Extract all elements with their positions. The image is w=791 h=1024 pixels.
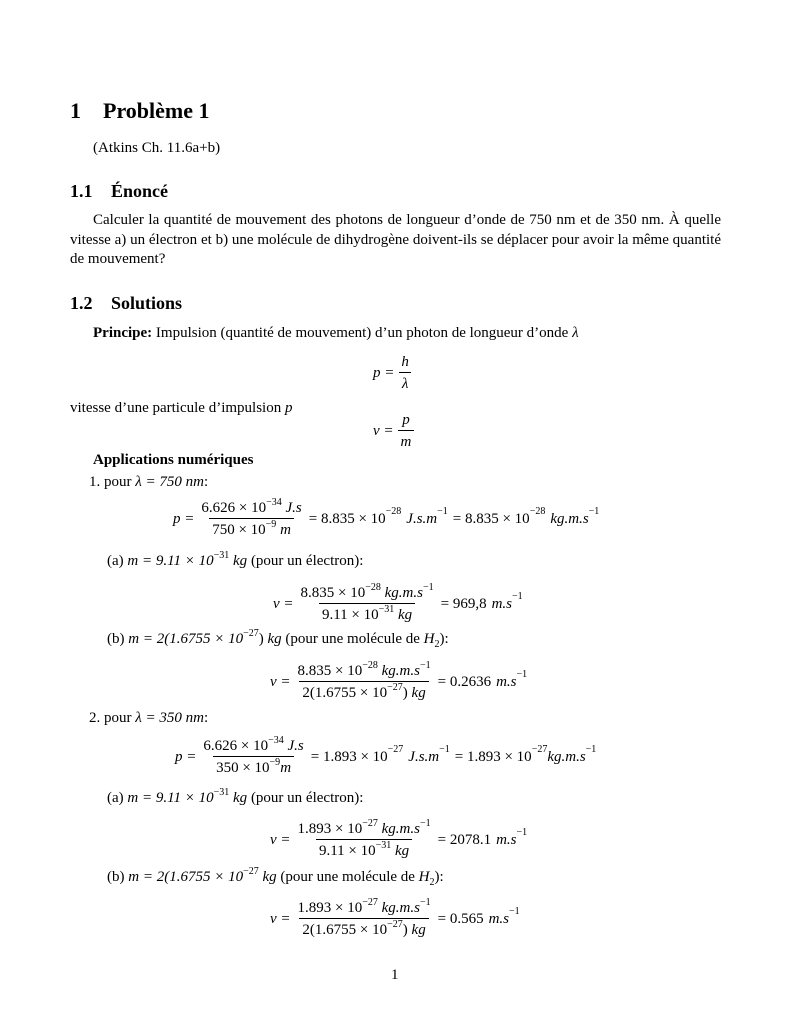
mass-note: (pour une molécule de (285, 631, 420, 647)
den-value: 9.11 × 10 (321, 607, 379, 623)
case-intro: pour (104, 474, 132, 490)
den-exponent: −9 (265, 519, 277, 530)
velocity-line (70, 398, 292, 418)
sublist-label: (b) (107, 869, 125, 885)
numerator: h (401, 354, 409, 370)
fraction (295, 662, 434, 702)
result-1-unit: J.s.m (408, 749, 440, 765)
molecule-subscript: 2 (434, 639, 440, 650)
eq-lhs: p = (173, 511, 195, 527)
result-1-value: = 1.893 × 10 (310, 749, 388, 765)
result-unit: m.s (496, 832, 517, 848)
den-close-paren: ) (402, 922, 408, 938)
equation-p-h-lambda (373, 353, 416, 393)
eq-lhs: v = (270, 832, 291, 848)
mass-note-end: ): (439, 631, 449, 647)
denominator (213, 756, 294, 777)
numerator (298, 584, 437, 603)
principle-line (93, 323, 579, 343)
num-value: 8.835 × 10 (300, 585, 366, 601)
den-exponent: −9 (269, 757, 281, 768)
page-number: 1 (391, 967, 399, 983)
denominator: λ (399, 372, 412, 393)
numerator (198, 499, 304, 518)
molecule-symbol: H (423, 631, 435, 647)
num-exponent: −28 (362, 660, 378, 671)
lambda-unit: nm (185, 710, 204, 726)
case-intro: pour (104, 710, 132, 726)
case-2b-heading (107, 867, 444, 887)
den-value: 9.11 × 10 (318, 843, 376, 859)
num-unit: kg.m.s (384, 585, 423, 601)
num-unit-exponent: −1 (419, 818, 431, 829)
mass-exponent: −27 (243, 866, 259, 877)
mass-exponent: −31 (213, 550, 230, 561)
denominator: m (398, 430, 415, 451)
num-value: 6.626 × 10 (203, 738, 269, 754)
num-unit: J.s (287, 738, 304, 754)
mass-exponent: −31 (213, 787, 230, 798)
num-unit: kg.m.s (381, 821, 420, 837)
mass-note: (pour une molécule de (280, 869, 415, 885)
molecule-subscript: 2 (429, 877, 435, 888)
result-1-value: = 8.835 × 10 (308, 511, 386, 527)
mass-note: (pour un électron): (250, 553, 364, 569)
equation-v-case2a: v = $\frac{1.893 \times 10^{-27} kg.m.s^{-1}}{9.11 \times 10^{-31} kg}$ = 2078.1 m.s $^{-1}$ (270, 818, 528, 859)
den-close-paren: ) (402, 685, 408, 701)
eq-lhs: v = (273, 596, 294, 612)
numerator (295, 899, 434, 918)
result-2-value: = 8.835 × 10 (452, 511, 530, 527)
den-value: 2(1.6755 × 10 (302, 685, 388, 701)
sublist-label: (a) (107, 553, 124, 569)
lambda-value: λ = 350 (135, 710, 182, 726)
result-unit: m.s (488, 911, 509, 927)
mass-close-paren: ) (258, 631, 264, 647)
den-exponent: −27 (387, 682, 403, 693)
mass-value: m = 9.11 × 10 (127, 553, 214, 569)
denominator (319, 603, 415, 624)
lambda-symbol: λ (572, 325, 579, 341)
den-exponent: −31 (378, 604, 395, 615)
subsection-number: 1.1 (70, 181, 93, 201)
equation-v-case2b: v = $\frac{1.893 \times 10^{-27} kg.m.s^{-1}}{2(1.6755 \times 10^{-27}) kg}$ = 0.565 m.s $^{-1}$ (270, 897, 520, 938)
reference-note: (Atkins Ch. 11.6a+b) (93, 140, 221, 156)
subsection-heading-enonce (70, 180, 168, 202)
num-unit: J.s (285, 500, 302, 516)
subsection-title: Énoncé (111, 181, 169, 201)
den-unit: kg (411, 685, 426, 701)
mass-unit: kg (233, 553, 248, 569)
num-unit: kg.m.s (381, 900, 420, 916)
equation-v-p-m (373, 411, 418, 451)
mass-note: (pour un électron): (250, 790, 364, 806)
denominator (299, 918, 428, 939)
molecule-symbol: H (418, 869, 430, 885)
fraction (198, 499, 304, 539)
fraction (295, 899, 434, 939)
fraction (298, 584, 437, 624)
mass-value: m = 2(1.6755 × 10 (128, 631, 244, 647)
mass-unit: kg (233, 790, 248, 806)
subsection-heading-solutions (70, 292, 182, 314)
den-unit: kg (411, 922, 426, 938)
section-number: 1 (70, 98, 81, 123)
equation-v-case1b: v = $\frac{8.835 \times 10^{-28} kg.m.s^{-1}}{2(1.6755 \times 10^{-27}) kg}$ = 0.2636 m.s $^{-1}$ (270, 660, 528, 701)
eq-lhs: v = (270, 674, 291, 690)
mass-value: m = 2(1.6755 × 10 (128, 869, 244, 885)
mass-unit: kg (262, 869, 277, 885)
result-value: = 969,8 (440, 596, 487, 612)
den-value: 750 × 10 (212, 522, 266, 538)
section-title: Problème 1 (103, 98, 210, 123)
subsection-title: Solutions (111, 293, 183, 313)
eq-lhs: p = (175, 749, 197, 765)
num-value: 8.835 × 10 (297, 663, 363, 679)
result-2-unit: kg.m.s (550, 511, 589, 527)
fraction (200, 737, 306, 777)
case-1b-heading (107, 629, 449, 649)
case-2-heading: 2. pour λ = 350 nm: (89, 710, 209, 726)
eq-lhs: v = (373, 423, 394, 439)
den-unit: m (280, 522, 291, 538)
result-unit: m.s (491, 596, 512, 612)
denominator (209, 518, 294, 539)
mass-note-end: ): (434, 869, 444, 885)
num-unit-exponent: −1 (422, 582, 434, 593)
equation-p-case2: p = $\frac{6.626 \times 10^{-34} J.s}{350 \times 10^{-9}m}$ = 1.893 × 10 $^{-27}$ J.s.m $^{-1}$ = 1.893 × 10 $^{-27}$ kg.m.s $^{-1}$ (175, 735, 597, 776)
eq-lhs: v = (270, 911, 291, 927)
num-exponent: −34 (268, 735, 284, 746)
fraction (398, 353, 412, 393)
num-value: 1.893 × 10 (297, 821, 363, 837)
equation-v-case1a: v = $\frac{8.835 \times 10^{-28} kg.m.s^{-1}}{9.11 \times 10^{-31} kg}$ = 969,8 m.s $^{-1}$ (273, 582, 523, 623)
case-1-heading: 1. pour λ = 750 nm: (89, 474, 209, 490)
num-value: 6.626 × 10 (201, 500, 267, 516)
den-unit: kg (398, 607, 413, 623)
lambda-unit: nm (185, 474, 204, 490)
num-value: 1.893 × 10 (297, 900, 363, 916)
mass-value: m = 9.11 × 10 (127, 790, 214, 806)
denominator (316, 839, 412, 860)
applications-title: Applications numériques (93, 452, 254, 468)
result-unit: m.s (496, 674, 517, 690)
numerator (295, 820, 434, 839)
equation-p-case1: p = $\frac{6.626 \times 10^{-34} J.s}{750 \times 10^{-9} m}$ = 8.835 × 10 $^{-28}$ J.s.m $^{-1}$ = 8.835 × 10 $^{-28}$ kg.m.s $^{-1}$ (173, 497, 600, 538)
principle-label: Principe: (93, 325, 153, 341)
mass-exponent: −27 (243, 628, 259, 639)
num-unit: kg.m.s (381, 663, 420, 679)
den-exponent: −27 (387, 919, 403, 930)
den-value: 350 × 10 (216, 760, 270, 776)
numerator (295, 662, 434, 681)
eq-lhs: p = (373, 365, 395, 381)
den-exponent: −31 (375, 840, 392, 851)
den-unit: m (280, 760, 292, 776)
result-value: = 0.565 (437, 911, 484, 927)
p-symbol: p (284, 400, 293, 416)
case-2a-heading (107, 788, 363, 808)
num-exponent: −28 (365, 582, 381, 593)
principle-text: Impulsion (quantité de mouvement) d’un photon de longueur d’onde (155, 325, 569, 341)
num-exponent: −27 (362, 818, 378, 829)
subsection-number: 1.2 (70, 293, 93, 313)
velocity-text: vitesse d’une particule d’impulsion (70, 400, 282, 416)
lambda-value: λ = 750 (135, 474, 182, 490)
problem-statement: Calculer la quantité de mouvement des photons de longueur d’onde de 750 nm et de 350 nm. À quelle vitesse a) un électron et b) une molécule de dihydrogène doivent-ils se déplacer pour avoir la même quantité de mouvement? (70, 212, 721, 267)
result-1-unit: J.s.m (406, 511, 438, 527)
section-heading (70, 98, 210, 124)
num-exponent: −27 (362, 897, 378, 908)
numerator (200, 737, 306, 756)
list-number: 2. (89, 710, 101, 726)
numerator: p (402, 412, 410, 428)
result-value: = 0.2636 (437, 674, 492, 690)
case-1a-heading (107, 551, 363, 571)
num-unit-exponent: −1 (419, 897, 431, 908)
result-2-value: = 1.893 × 10 (454, 749, 532, 765)
result-value: = 2078.1 (437, 832, 492, 848)
result-2-unit: kg.m.s (547, 749, 586, 765)
list-number: 1. (89, 474, 101, 490)
num-unit-exponent: −1 (419, 660, 431, 671)
num-exponent: −34 (266, 497, 282, 508)
den-unit: kg (395, 843, 410, 859)
fraction (398, 411, 415, 451)
denominator (299, 681, 428, 702)
sublist-label: (a) (107, 790, 124, 806)
mass-unit: kg (267, 631, 282, 647)
fraction (295, 820, 434, 860)
den-value: 2(1.6755 × 10 (302, 922, 388, 938)
sublist-label: (b) (107, 631, 125, 647)
